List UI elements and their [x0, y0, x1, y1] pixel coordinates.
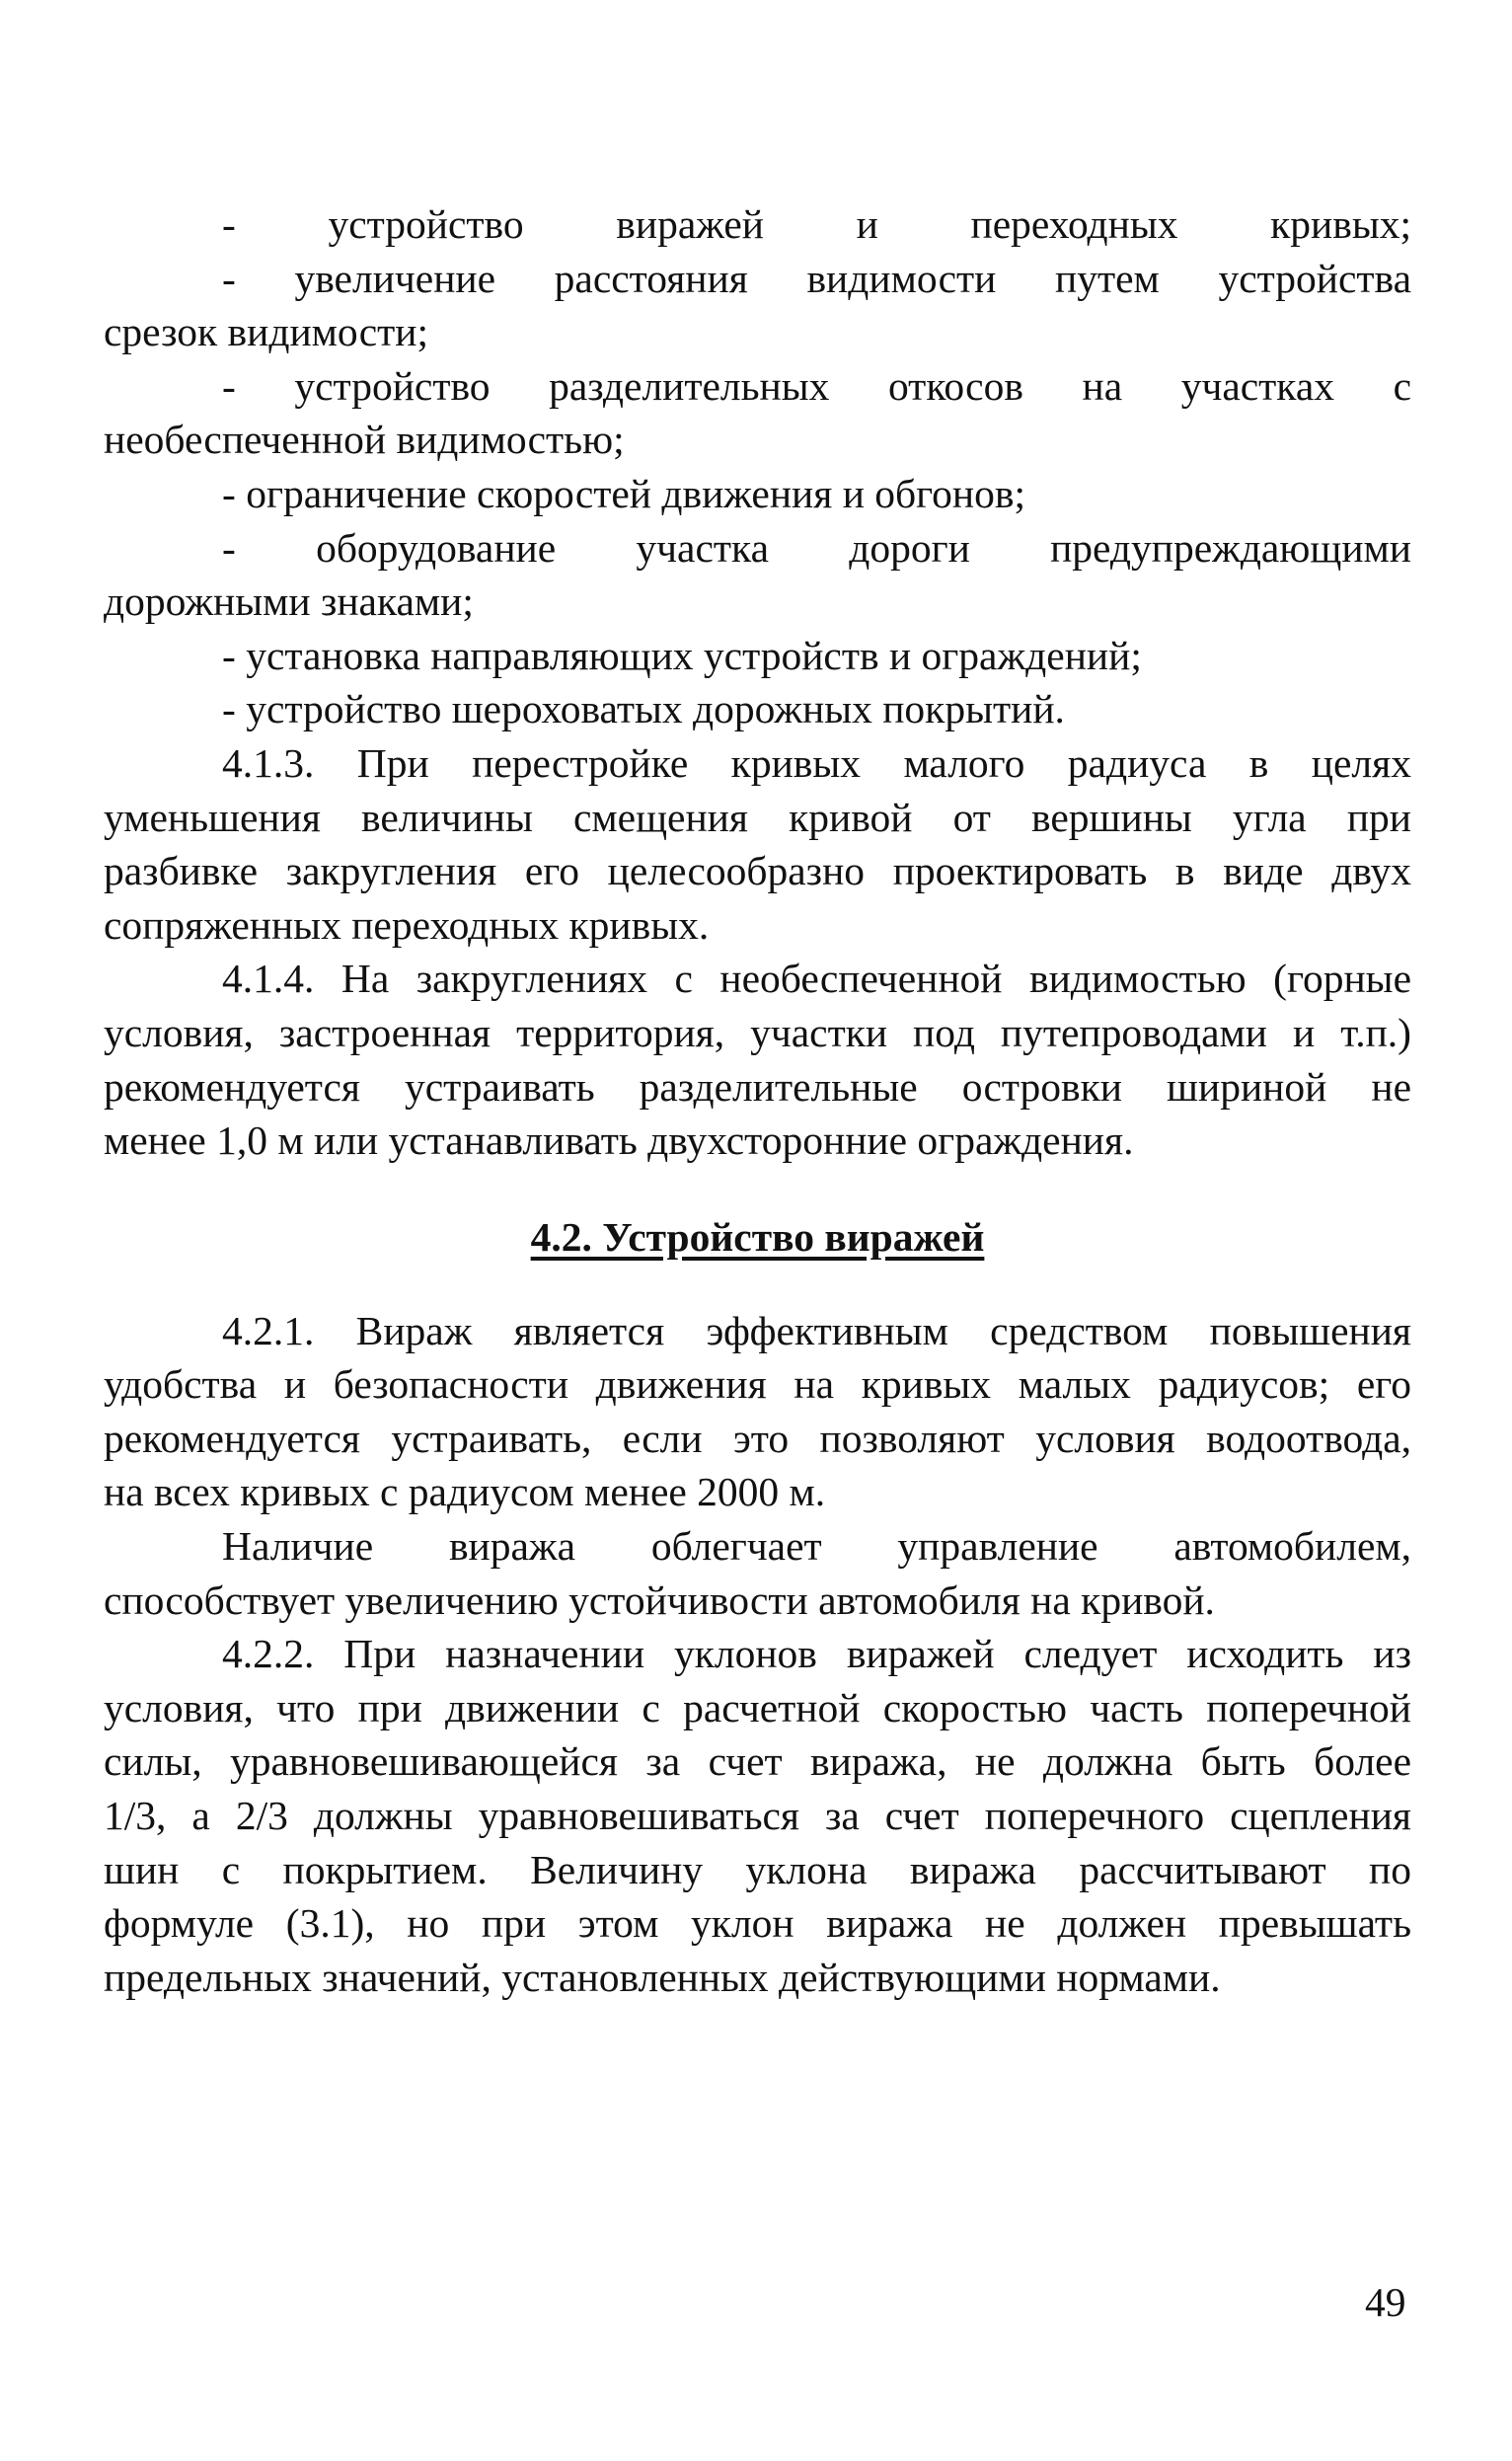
- text-line: на всех кривых с радиусом менее 2000 м.: [104, 1469, 826, 1515]
- page-number: 49: [1365, 2279, 1406, 2325]
- text-line: 4.1.4. На закруглениях с необеспеченной видимостью (горные: [222, 956, 1411, 1002]
- text-line: уменьшения величины смещения кривой от вершины угла при: [104, 794, 1411, 840]
- text-line: - установка направляющих устройств и ограждений;: [222, 632, 1142, 678]
- text-line: - оборудование участка дороги предупреждающими: [222, 524, 1411, 571]
- text-line: менее 1,0 м или устанавливать двухсторонние ограждения.: [104, 1117, 1134, 1164]
- text-line: необеспеченной видимостью;: [104, 417, 625, 463]
- text-line: способствует увеличению устойчивости автомобиля на кривой.: [104, 1577, 1215, 1623]
- text-line: срезок видимости;: [104, 309, 429, 355]
- text-line: - увеличение расстояния видимости путем устройства: [222, 255, 1411, 301]
- text-line: дорожными знаками;: [104, 578, 474, 625]
- text-line: Наличие виража облегчает управление автомобилем,: [222, 1523, 1411, 1570]
- text-line: сопряженных переходных кривых.: [104, 901, 710, 948]
- text-line: условия, застроенная территория, участки под путепроводами и т.п.): [104, 1009, 1411, 1055]
- text-line: 1/3, а 2/3 должны уравновешиваться за счет поперечного сцепления: [104, 1793, 1411, 1839]
- text-line: - устройство виражей и переходных кривых;: [222, 201, 1411, 247]
- text-line: 4.2.1. Вираж является эффективным средством повышения: [222, 1307, 1411, 1353]
- text-line: рекомендуется устраивать, если это позволяют условия водоотвода,: [104, 1415, 1411, 1461]
- text-line: условия, что при движении с расчетной скоростью часть поперечной: [104, 1684, 1411, 1730]
- page-body: [104, 197, 1411, 2004]
- text-line: - устройство шероховатых дорожных покрытий.: [222, 686, 1065, 732]
- text-line: предельных значений, установленных действующими нормами.: [104, 1954, 1221, 2000]
- text-line: силы, уравновешивающейся за счет виража, не должна быть более: [104, 1738, 1411, 1785]
- text-line: удобства и безопасности движения на кривых малых радиусов; его: [104, 1361, 1411, 1408]
- text-line: 4.2.2. При назначении уклонов виражей следует исходить из: [222, 1631, 1411, 1677]
- text-line: - ограничение скоростей движения и обгонов;: [222, 470, 1025, 516]
- section-heading: 4.2. Устройство виражей: [530, 1213, 985, 1260]
- text-line: формуле (3.1), но при этом уклон виража не должен превышать: [104, 1900, 1411, 1947]
- text-line: разбивке закругления его целесообразно проектировать в виде двух: [104, 848, 1411, 894]
- text-line: рекомендуется устраивать разделительные островки шириной не: [104, 1063, 1411, 1110]
- text-line: шин с покрытием. Величину уклона виража рассчитывают по: [104, 1846, 1411, 1892]
- text-line: - устройство разделительных откосов на участках с: [222, 362, 1411, 409]
- text-line: 4.1.3. При перестройке кривых малого радиуса в целях: [222, 739, 1411, 786]
